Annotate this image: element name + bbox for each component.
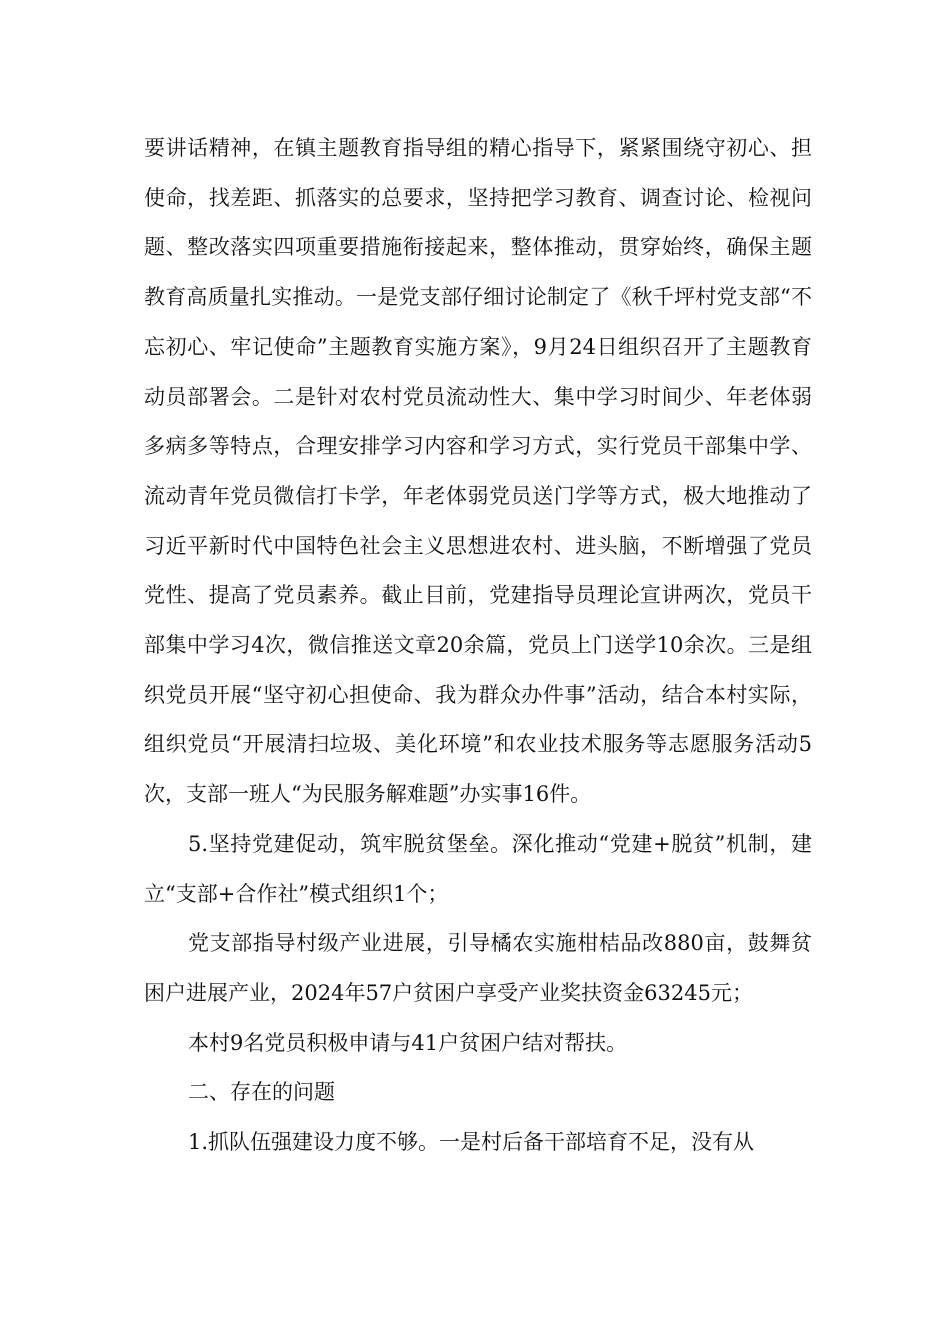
section-heading-problems: 二、存在的问题 — [188, 1080, 335, 1105]
paragraph-item-5: 5.坚持党建促动，筑牢脱贫堡垒。深化推动“党建+脱贫”机制，建立“支部+合作社”模式组织1个； — [144, 831, 812, 906]
paragraph-problem-1: 1.抓队伍强建设力度不够。一是村后备干部培育不足，没有从 — [188, 1130, 755, 1155]
document-body — [144, 124, 812, 1168]
paragraph-industry: 党支部指导村级产业进展，引导橘农实施柑桔品改880亩，鼓舞贫困户进展产业，2024年57户贫困户享受产业奖扶资金63245元； — [144, 931, 812, 1005]
paragraph-pairing: 本村9名党员积极申请与41户贫困户结对帮扶。 — [188, 1030, 628, 1055]
paragraph-continuation: 要讲话精神，在镇主题教育指导组的精心指导下，紧紧围绕守初心、担使命，找差距、抓落实的总要求，坚持把学习教育、调查讨论、检视问题、整改落实四项重要措施衔接起来，整体推动，贯穿始终，确保主题教育高质量扎实推动。一是党支部仔细讨论制定了《秋千坪村党支部“不忘初心、牢记使命”主题教育实施方案》，9月24日组织召开了主题教育动员部署会。二是针对农村党员流动性大、集中学习时间少、年老体弱多病多等特点，合理安排学习内容和学习方式，实行党员干部集中学、流动青年党员微信打卡学，年老体弱党员送门学等方式，极大地推动了习近平新时代中国特色社会主义思想进农村、进头脑，不断增强了党员党性、提高了党员素养。截止目前，党建指导员理论宣讲两次，党员干部集中学习4次，微信推送文章20余篇，党员上门送学10余次。三是组织党员开展“坚守初心担使命、我为群众办件事”活动，结合本村实际，组织党员“开展清扫垃圾、美化环境”和农业技术服务等志愿服务活动5次，支部一班人“为民服务解难题”办实事16件。 — [144, 136, 812, 807]
